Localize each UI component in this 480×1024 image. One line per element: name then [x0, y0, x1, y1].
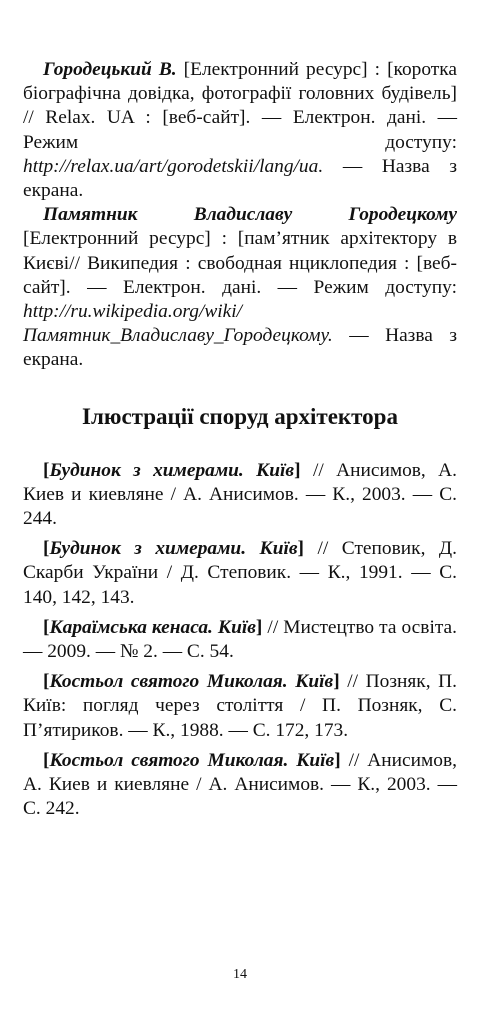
reference-url[interactable]: http://relax.ua/art/gorodetskii/lang/ua. — [23, 155, 324, 177]
bracket-open: [ — [43, 459, 50, 481]
illustration-title: Костьол святого Миколая. Київ — [49, 671, 334, 693]
illustration-entry — [23, 537, 457, 610]
illustration-source: // Позняк, П. Київ: погляд через століття / П. Позняк, С. П’ятириков. — К., 1988. — С. 172, 173. — [23, 671, 457, 741]
bracket-close: ] — [334, 749, 341, 771]
bracket-open: [ — [43, 616, 50, 638]
illustration-entry — [23, 670, 457, 743]
illustration-entry — [23, 459, 457, 532]
section-heading: Ілюстрації споруд архітектора — [82, 403, 398, 429]
page-number: 14 — [233, 967, 247, 982]
reference-entry — [23, 203, 457, 372]
bracket-open: [ — [43, 538, 50, 560]
illustration-title: Будинок з химерами. Київ — [49, 459, 295, 481]
reference-text-end: — Назва з екрана. — [23, 155, 457, 202]
illustration-title: Будинок з химерами. Київ — [49, 538, 298, 560]
page-content — [23, 58, 457, 821]
illustration-title: Костьол святого Миколая. Київ — [49, 749, 335, 771]
reference-author: Городецький В. — [43, 59, 177, 80]
bracket-close: ] — [297, 538, 304, 560]
bracket-close: ] — [255, 616, 263, 638]
bracket-close: ] — [294, 459, 301, 481]
illustration-source: // Мистецтво та освіта. — 2009. — № 2. — С. 54. — [23, 616, 457, 663]
reference-text: [Електронний ресурс] : [пам’ятник архітектору в Києві// Википедия : свободная нциклопедия : [веб-сайт]. — Електрон. дані. — Режим доступу: — [23, 228, 457, 298]
illustration-source: // Степовик, Д. Скарби України / Д. Степовик. — К., 1991. — С. 140, 142, 143. — [23, 538, 457, 608]
reference-text-end: — Назва з екрана. — [23, 325, 457, 371]
bracket-close: ] — [333, 671, 340, 693]
reference-text: [Електронний ресурс] : [коротка біографічна довідка, фотографії головних будівель] // Relax. UA : [веб-сайт]. — Електрон. дані. — Режим доступу: — [23, 59, 457, 153]
illustration-entry — [23, 616, 457, 664]
bracket-open: [ — [43, 671, 50, 693]
illustration-source: // Анисимов, А. Киев и киевляне / А. Анисимов. — К., 2003. — С. 242. — [23, 749, 457, 820]
bracket-open: [ — [43, 749, 50, 771]
illustration-entry — [23, 749, 457, 822]
illustration-source: // Анисимов, А. Киев и киевляне / А. Анисимов. — К., 2003. — С. 244. — [23, 459, 457, 530]
illustration-title: Караїмська кенаса. Київ — [49, 616, 256, 638]
reference-url[interactable]: http://ru.wikipedia.org/wiki/Памятник_Владиславу_Городецкому. — [23, 301, 333, 347]
reference-author: Памятник Владиславу Городецкому — [43, 204, 457, 226]
reference-entry — [23, 58, 457, 203]
